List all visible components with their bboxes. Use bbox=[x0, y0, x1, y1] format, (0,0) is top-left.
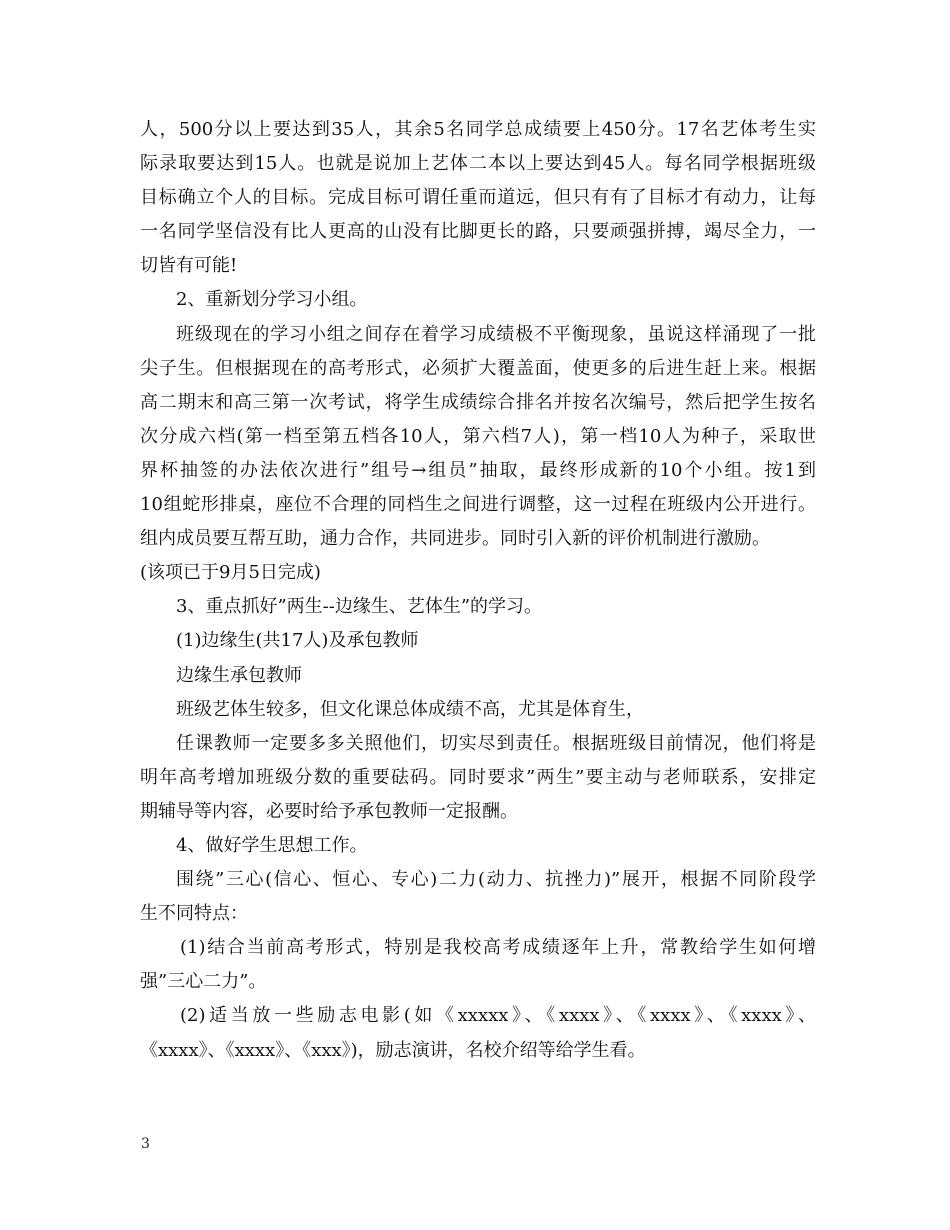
section-heading-2: 2、重新划分学习小组。 bbox=[176, 289, 368, 311]
paragraph-line: 10组蛇形排桌，座位不合理的同档生之间进行调整，这一过程在班级内公开进行。 bbox=[140, 494, 816, 516]
paragraph-line: 界杯抽签的办法依次进行”组号→组员”抽取，最终形成新的10个小组。按1到 bbox=[140, 459, 816, 481]
paragraph-line: 组内成员要互帮互助，通力合作，共同进步。同时引入新的评价机制进行激励。 bbox=[140, 528, 770, 550]
paragraph-line: 明年高考增加班级分数的重要砝码。同时要求”两生”要主动与老师联系，安排定 bbox=[140, 766, 816, 788]
paragraph-line: 期辅导等内容，必要时给予承包教师一定报酬。 bbox=[140, 800, 518, 822]
paragraph-line: 次分成六档(第一档至第五档各10人，第六档7人)，第一档10人为种子，采取世 bbox=[140, 425, 816, 447]
paragraph-line: 一名同学坚信没有比人更高的山没有比脚更长的路，只要顽强拼搏，竭尽全力，一 bbox=[140, 221, 816, 243]
section-heading-3: 3、重点抓好”两生--边缘生、艺体生”的学习。 bbox=[176, 596, 543, 618]
paragraph-line: 班级艺体生较多，但文化课总体成绩不高，尤其是体育生， bbox=[176, 698, 644, 720]
paragraph-line: 班级现在的学习小组之间存在着学习成绩极不平衡现象，虽说这样涌现了一批 bbox=[176, 323, 816, 345]
section-heading-4: 4、做好学生思想工作。 bbox=[176, 834, 368, 856]
paragraph-line: 人，500分以上要达到35人，其余5名同学总成绩要上450分。17名艺体考生实 bbox=[140, 119, 816, 140]
paragraph-line: 生不同特点： bbox=[140, 903, 248, 925]
paragraph-line: 切皆有可能! bbox=[140, 255, 238, 277]
paragraph-line: 尖子生。但根据现在的高考形式，必须扩大覆盖面，使更多的后进生赶上来。根据 bbox=[140, 357, 816, 379]
paragraph-line: 边缘生承包教师 bbox=[176, 664, 302, 686]
paragraph-line: (该项已于9月5日完成) bbox=[140, 562, 321, 584]
paragraph-line: 高二期末和高三第一次考试，将学生成绩综合排名并按名次编号，然后把学生按名 bbox=[140, 391, 816, 413]
list-item-line: 《xxxx》、《xxxx》、《xxx》)，励志演讲，名校介绍等给学生看。 bbox=[140, 1039, 646, 1061]
page-number: 3 bbox=[141, 1136, 150, 1152]
list-item-line: (2)适当放一些励志电影(如《xxxxx》、《xxxx》、《xxxx》、《xxxx》、 bbox=[180, 1005, 816, 1027]
paragraph-line: 围绕”三心(信心、恒心、专心)二力(动力、抗挫力)”展开，根据不同阶段学 bbox=[176, 869, 816, 891]
document-body bbox=[140, 113, 816, 1068]
paragraph-line: 任课教师一定要多多关照他们，切实尽到责任。根据班级目前情况，他们将是 bbox=[176, 732, 816, 754]
subsection-heading: (1)边缘生(共17人)及承包教师 bbox=[176, 630, 419, 652]
paragraph-line: 际录取要达到15人。也就是说加上艺体二本以上要达到45人。每名同学根据班级 bbox=[140, 153, 816, 175]
list-item-line: 强”三心二力”。 bbox=[140, 971, 267, 993]
paragraph-line: 目标确立个人的目标。完成目标可谓任重而道远，但只有有了目标才有动力，让每 bbox=[140, 187, 816, 209]
list-item-line: (1)结合当前高考形式，特别是我校高考成绩逐年上升，常教给学生如何增 bbox=[180, 937, 816, 959]
